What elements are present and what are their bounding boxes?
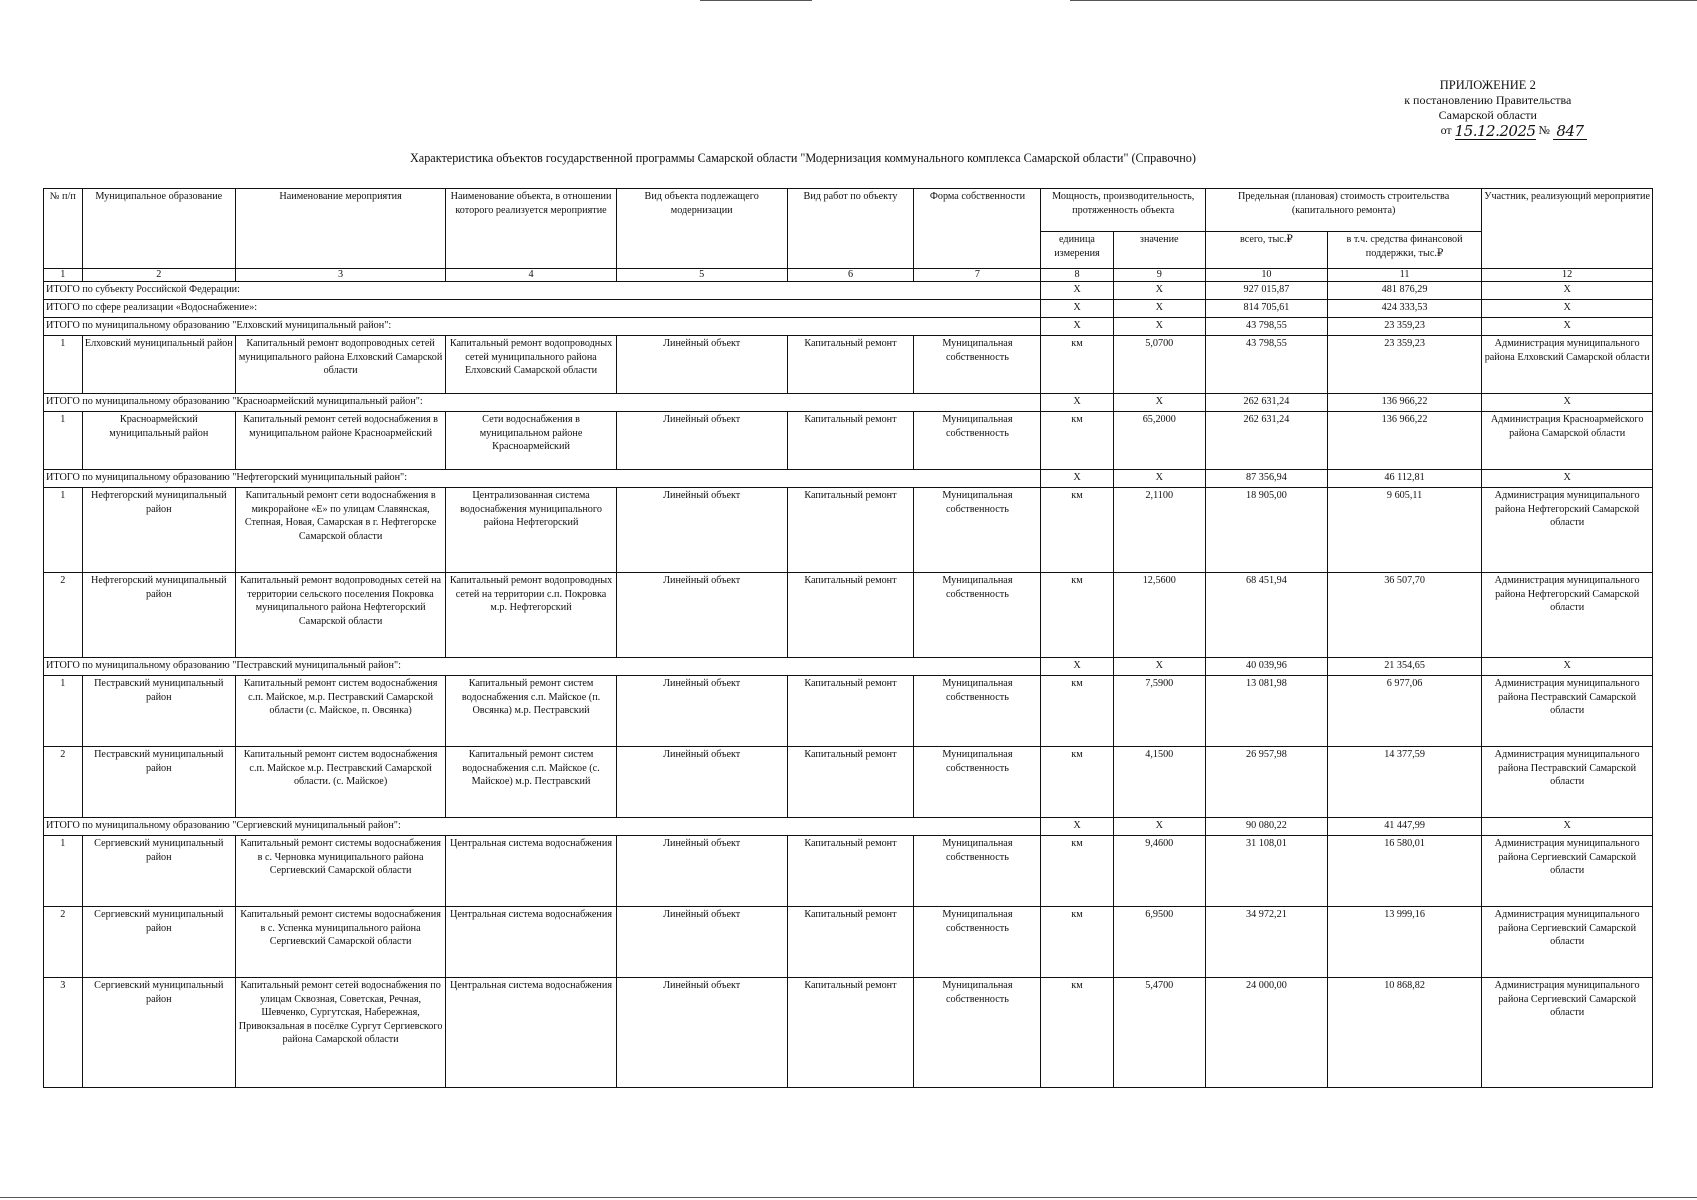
row-event: Капитальный ремонт системы водоснабжения в с. Успенка муниципального района Сергиевский Самарской области	[235, 907, 445, 978]
row-support: 136 966,22	[1327, 412, 1481, 470]
total-value: Х	[1113, 470, 1205, 488]
row-ownership: Муниципальная собственность	[914, 907, 1041, 978]
row-participant: Администрация муниципального района Сергиевский Самарской области	[1482, 978, 1653, 1088]
row-municipality: Елховский муниципальный район	[82, 336, 235, 394]
row-work-type: Капитальный ремонт	[787, 836, 914, 907]
total-cost: 43 798,55	[1205, 318, 1327, 336]
column-number: 5	[616, 269, 787, 282]
total-row-municipality	[44, 394, 1653, 412]
row-number: 1	[44, 488, 83, 573]
total-participant: Х	[1482, 282, 1653, 300]
row-ownership: Муниципальная собственность	[914, 676, 1041, 747]
row-participant: Администрация муниципального района Пестравский Самарской области	[1482, 747, 1653, 818]
row-unit: км	[1041, 907, 1113, 978]
row-total-cost: 24 000,00	[1205, 978, 1327, 1088]
header-value: значение	[1113, 232, 1205, 269]
row-unit: км	[1041, 336, 1113, 394]
row-total-cost: 43 798,55	[1205, 336, 1327, 394]
row-value: 65,2000	[1113, 412, 1205, 470]
total-cost: 262 631,24	[1205, 394, 1327, 412]
total-row-municipality	[44, 658, 1653, 676]
appendix-title: ПРИЛОЖЕНИЕ 2	[1439, 78, 1536, 92]
row-value: 2,1100	[1113, 488, 1205, 573]
row-number: 1	[44, 836, 83, 907]
row-municipality: Нефтегорский муниципальный район	[82, 488, 235, 573]
table-row	[44, 573, 1653, 658]
total-label: ИТОГО по сфере реализации «Водоснабжение»:	[44, 300, 1041, 318]
table-row	[44, 488, 1653, 573]
row-work-type: Капитальный ремонт	[787, 676, 914, 747]
row-number: 3	[44, 978, 83, 1088]
total-cost: 927 015,87	[1205, 282, 1327, 300]
row-total-cost: 262 631,24	[1205, 412, 1327, 470]
total-participant: Х	[1482, 300, 1653, 318]
row-total-cost: 31 108,01	[1205, 836, 1327, 907]
header-support: в т.ч. средства финансовой поддержки, тыс.₽	[1327, 232, 1481, 269]
total-row-municipality	[44, 470, 1653, 488]
row-event: Капитальный ремонт систем водоснабжения с.п. Майское, м.р. Пестравский Самарской области (с. Майское, п. Овсянка)	[235, 676, 445, 747]
row-object-type: Линейный объект	[616, 836, 787, 907]
row-work-type: Капитальный ремонт	[787, 336, 914, 394]
table-row	[44, 836, 1653, 907]
row-number: 2	[44, 573, 83, 658]
row-object-type: Линейный объект	[616, 488, 787, 573]
date-prefix: от	[1440, 123, 1452, 137]
row-object-type: Линейный объект	[616, 747, 787, 818]
scan-edge-line	[1070, 0, 1697, 1]
total-unit: Х	[1041, 470, 1113, 488]
row-object-type: Линейный объект	[616, 676, 787, 747]
header-participant: Участник, реализующий мероприятие	[1482, 189, 1653, 269]
row-participant: Администрация муниципального района Сергиевский Самарской области	[1482, 907, 1653, 978]
row-number: 2	[44, 747, 83, 818]
row-total-cost: 34 972,21	[1205, 907, 1327, 978]
row-municipality: Пестравский муниципальный район	[82, 676, 235, 747]
row-value: 6,9500	[1113, 907, 1205, 978]
table-row	[44, 747, 1653, 818]
row-object: Центральная система водоснабжения	[446, 836, 617, 907]
table-row	[44, 412, 1653, 470]
total-label: ИТОГО по муниципальному образованию "Сергиевский муниципальный район":	[44, 818, 1041, 836]
row-ownership: Муниципальная собственность	[914, 412, 1041, 470]
row-event: Капитальный ремонт сетей водоснабжения по улицам Сквозная, Советская, Речная, Шевченко, Сургутская, Набережная, Привокзальная в посёлке Сургут Сергиевского района Самарской области	[235, 978, 445, 1088]
header-capacity: Мощность, производительность, протяженность объекта	[1041, 189, 1206, 232]
table-row	[44, 907, 1653, 978]
row-unit: км	[1041, 836, 1113, 907]
column-number: 12	[1482, 269, 1653, 282]
table-row	[44, 978, 1653, 1088]
column-number: 4	[446, 269, 617, 282]
row-total-cost: 18 905,00	[1205, 488, 1327, 573]
total-participant: Х	[1482, 658, 1653, 676]
document-title: Характеристика объектов государственной программы Самарской области "Модернизация коммунального комплекса Самарской области" (Справочно)	[410, 151, 1196, 165]
row-object: Капитальный ремонт систем водоснабжения с.п. Майское (с. Майское) м.р. Пестравский	[446, 747, 617, 818]
total-label: ИТОГО по муниципальному образованию "Красноармейский муниципальный район":	[44, 394, 1041, 412]
row-support: 16 580,01	[1327, 836, 1481, 907]
number-prefix: №	[1538, 123, 1550, 137]
row-work-type: Капитальный ремонт	[787, 907, 914, 978]
total-support: 46 112,81	[1327, 470, 1481, 488]
row-total-cost: 13 081,98	[1205, 676, 1327, 747]
handwritten-date: 15.12.2025	[1454, 122, 1536, 140]
row-municipality: Сергиевский муниципальный район	[82, 978, 235, 1088]
row-unit: км	[1041, 676, 1113, 747]
row-object: Сети водоснабжения в муниципальном районе Красноармейский	[446, 412, 617, 470]
row-support: 13 999,16	[1327, 907, 1481, 978]
total-row-sphere	[44, 300, 1653, 318]
header-event: Наименование мероприятия	[235, 189, 445, 269]
column-number: 10	[1205, 269, 1327, 282]
row-support: 9 605,11	[1327, 488, 1481, 573]
row-event: Капитальный ремонт систем водоснабжения с.п. Майское м.р. Пестравский Самарской области. (с. Майское)	[235, 747, 445, 818]
row-ownership: Муниципальная собственность	[914, 836, 1041, 907]
row-municipality: Сергиевский муниципальный район	[82, 836, 235, 907]
row-number: 1	[44, 412, 83, 470]
row-object-type: Линейный объект	[616, 412, 787, 470]
column-number: 3	[235, 269, 445, 282]
row-participant: Администрация муниципального района Пестравский Самарской области	[1482, 676, 1653, 747]
row-object: Централизованная система водоснабжения муниципального района Нефтегорский	[446, 488, 617, 573]
row-municipality: Нефтегорский муниципальный район	[82, 573, 235, 658]
total-support: 424 333,53	[1327, 300, 1481, 318]
column-number: 2	[82, 269, 235, 282]
column-number: 1	[44, 269, 83, 282]
column-number: 9	[1113, 269, 1205, 282]
total-value: Х	[1113, 658, 1205, 676]
row-unit: км	[1041, 573, 1113, 658]
total-row-municipality	[44, 318, 1653, 336]
header-work-type: Вид работ по объекту	[787, 189, 914, 269]
column-numbers-row	[44, 269, 1653, 282]
header-object: Наименование объекта, в отношении которого реализуется мероприятие	[446, 189, 617, 269]
stamp-date-line	[1389, 123, 1587, 140]
row-value: 5,0700	[1113, 336, 1205, 394]
row-number: 2	[44, 907, 83, 978]
row-ownership: Муниципальная собственность	[914, 336, 1041, 394]
total-label: ИТОГО по муниципальному образованию "Нефтегорский муниципальный район":	[44, 470, 1041, 488]
total-participant: Х	[1482, 470, 1653, 488]
total-label: ИТОГО по муниципальному образованию "Елховский муниципальный район":	[44, 318, 1041, 336]
row-work-type: Капитальный ремонт	[787, 978, 914, 1088]
total-value: Х	[1113, 394, 1205, 412]
row-support: 23 359,23	[1327, 336, 1481, 394]
row-work-type: Капитальный ремонт	[787, 412, 914, 470]
row-object: Капитальный ремонт водопроводных сетей на территории с.п. Покровка м.р. Нефтегорский	[446, 573, 617, 658]
total-value: Х	[1113, 282, 1205, 300]
row-unit: км	[1041, 488, 1113, 573]
total-label: ИТОГО по субъекту Российской Федерации:	[44, 282, 1041, 300]
row-total-cost: 26 957,98	[1205, 747, 1327, 818]
total-unit: Х	[1041, 394, 1113, 412]
total-unit: Х	[1041, 300, 1113, 318]
row-participant: Администрация муниципального района Нефтегорский Самарской области	[1482, 488, 1653, 573]
column-number: 8	[1041, 269, 1113, 282]
row-event: Капитальный ремонт сетей водоснабжения в муниципальном районе Красноармейский	[235, 412, 445, 470]
row-number: 1	[44, 676, 83, 747]
row-work-type: Капитальный ремонт	[787, 488, 914, 573]
row-event: Капитальный ремонт водопроводных сетей на территории сельского поселения Покровка муниципального района Нефтегорский Самарской области	[235, 573, 445, 658]
row-ownership: Муниципальная собственность	[914, 488, 1041, 573]
total-unit: Х	[1041, 318, 1113, 336]
header-number: № п/п	[44, 189, 83, 269]
row-object-type: Линейный объект	[616, 336, 787, 394]
total-support: 136 966,22	[1327, 394, 1481, 412]
total-cost: 90 080,22	[1205, 818, 1327, 836]
row-participant: Администрация Красноармейского района Самарской области	[1482, 412, 1653, 470]
row-work-type: Капитальный ремонт	[787, 573, 914, 658]
total-participant: Х	[1482, 394, 1653, 412]
row-work-type: Капитальный ремонт	[787, 747, 914, 818]
total-cost: 87 356,94	[1205, 470, 1327, 488]
total-unit: Х	[1041, 282, 1113, 300]
total-support: 481 876,29	[1327, 282, 1481, 300]
row-unit: км	[1041, 747, 1113, 818]
total-value: Х	[1113, 818, 1205, 836]
stamp-line-1: к постановлению Правительства	[1404, 93, 1572, 107]
total-participant: Х	[1482, 318, 1653, 336]
header-municipality: Муниципальное образование	[82, 189, 235, 269]
total-label: ИТОГО по муниципальному образованию "Пестравский муниципальный район":	[44, 658, 1041, 676]
row-support: 36 507,70	[1327, 573, 1481, 658]
row-value: 4,1500	[1113, 747, 1205, 818]
total-value: Х	[1113, 318, 1205, 336]
header-total-cost: всего, тыс.₽	[1205, 232, 1327, 269]
table-row	[44, 676, 1653, 747]
total-support: 41 447,99	[1327, 818, 1481, 836]
row-object-type: Линейный объект	[616, 907, 787, 978]
header-ownership: Форма собственности	[914, 189, 1041, 269]
total-unit: Х	[1041, 818, 1113, 836]
header-object-type: Вид объекта подлежащего модернизации	[616, 189, 787, 269]
stamp-line-2: Самарской области	[1438, 108, 1537, 122]
row-ownership: Муниципальная собственность	[914, 978, 1041, 1088]
row-object: Капитальный ремонт водопроводных сетей муниципального района Елховский Самарской области	[446, 336, 617, 394]
objects-table	[43, 188, 1653, 1088]
row-value: 12,5600	[1113, 573, 1205, 658]
row-municipality: Пестравский муниципальный район	[82, 747, 235, 818]
row-participant: Администрация муниципального района Елховский Самарской области	[1482, 336, 1653, 394]
row-total-cost: 68 451,94	[1205, 573, 1327, 658]
total-cost: 814 705,61	[1205, 300, 1327, 318]
row-unit: км	[1041, 412, 1113, 470]
total-unit: Х	[1041, 658, 1113, 676]
column-number: 7	[914, 269, 1041, 282]
row-municipality: Красноармейский муниципальный район	[82, 412, 235, 470]
approval-stamp	[1389, 78, 1587, 140]
row-ownership: Муниципальная собственность	[914, 747, 1041, 818]
row-event: Капитальный ремонт водопроводных сетей муниципального района Елховский Самарской области	[235, 336, 445, 394]
header-cost: Предельная (плановая) стоимость строительства (капитального ремонта)	[1205, 189, 1481, 232]
row-event: Капитальный ремонт системы водоснабжения в с. Черновка муниципального района Сергиевский Самарской области	[235, 836, 445, 907]
column-number: 6	[787, 269, 914, 282]
row-municipality: Сергиевский муниципальный район	[82, 907, 235, 978]
row-object-type: Линейный объект	[616, 978, 787, 1088]
total-support: 21 354,65	[1327, 658, 1481, 676]
row-support: 14 377,59	[1327, 747, 1481, 818]
total-support: 23 359,23	[1327, 318, 1481, 336]
row-participant: Администрация муниципального района Нефтегорский Самарской области	[1482, 573, 1653, 658]
row-object: Капитальный ремонт систем водоснабжения с.п. Майское (п. Овсянка) м.р. Пестравский	[446, 676, 617, 747]
row-object-type: Линейный объект	[616, 573, 787, 658]
row-value: 5,4700	[1113, 978, 1205, 1088]
row-value: 7,5900	[1113, 676, 1205, 747]
total-row-municipality	[44, 818, 1653, 836]
total-value: Х	[1113, 300, 1205, 318]
header-unit: единица измерения	[1041, 232, 1113, 269]
handwritten-number: 847	[1553, 124, 1587, 140]
row-number: 1	[44, 336, 83, 394]
row-participant: Администрация муниципального района Сергиевский Самарской области	[1482, 836, 1653, 907]
total-cost: 40 039,96	[1205, 658, 1327, 676]
scan-edge-line	[0, 1197, 1697, 1198]
column-number: 11	[1327, 269, 1481, 282]
row-event: Капитальный ремонт сети водоснабжения в микрорайоне «Е» по улицам Славянская, Степная, Новая, Самарская в г. Нефтегорске Самарской области	[235, 488, 445, 573]
table-row	[44, 336, 1653, 394]
row-ownership: Муниципальная собственность	[914, 573, 1041, 658]
row-unit: км	[1041, 978, 1113, 1088]
scan-edge-line	[700, 0, 812, 1]
total-participant: Х	[1482, 818, 1653, 836]
row-object: Центральная система водоснабжения	[446, 907, 617, 978]
row-support: 10 868,82	[1327, 978, 1481, 1088]
row-value: 9,4600	[1113, 836, 1205, 907]
total-row-region	[44, 282, 1653, 300]
row-support: 6 977,06	[1327, 676, 1481, 747]
table-body	[44, 282, 1653, 1088]
row-object: Центральная система водоснабжения	[446, 978, 617, 1088]
header-row-1	[44, 189, 1653, 232]
